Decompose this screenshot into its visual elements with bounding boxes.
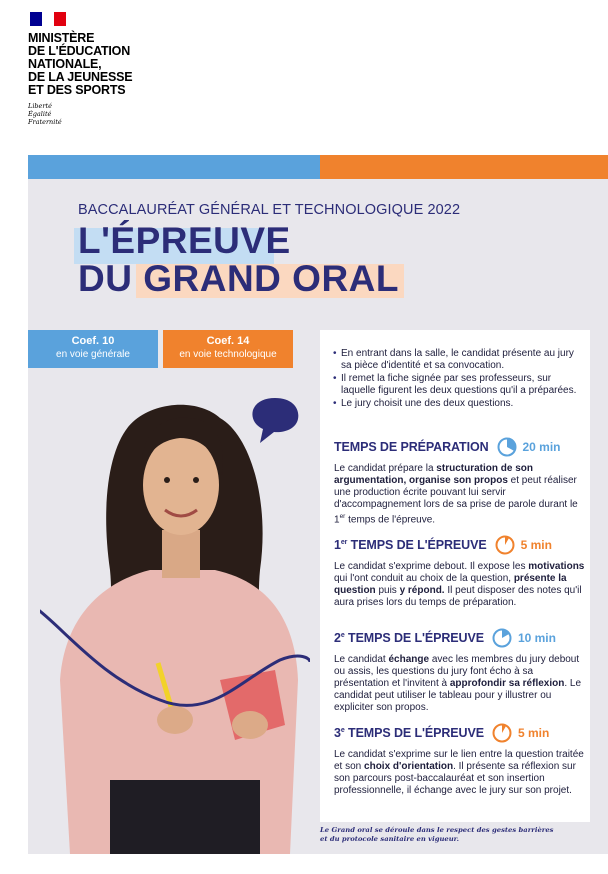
clock-icon — [492, 628, 512, 648]
body-text: temps de l'épreuve. — [345, 514, 436, 526]
title-prefix: DU — [78, 258, 144, 299]
section-title-rest: TEMPS DE L'ÉPREUVE — [347, 538, 487, 552]
section-duration: 10 min — [517, 631, 556, 645]
speech-bubble-icon — [248, 395, 302, 445]
body-text: . Il présente sa réflexion sur son parcours post-baccalauréat et son insertion professionnelle, il échange avec le jury sur son projet. — [334, 761, 576, 796]
header-band-blue — [28, 155, 320, 179]
section-body — [334, 654, 586, 714]
ministry-logo — [28, 12, 168, 126]
trousers-shape — [110, 780, 260, 854]
motto-line: Égalité — [28, 110, 52, 118]
section-body — [334, 561, 586, 609]
body-text: Il peut disposer des notes qu'il aura prises lors du temps de préparation. — [334, 585, 582, 608]
neck-shape — [162, 530, 200, 578]
title-emphasis: GRAND ORAL — [143, 258, 399, 299]
page-subtitle: BACCALAURÉAT GÉNÉRAL ET TECHNOLOGIQUE 2022 — [78, 202, 461, 218]
eye-right — [193, 477, 199, 483]
list-item: • Le jury choisit une des deux questions. — [333, 398, 583, 410]
clock-icon — [492, 723, 512, 743]
section-title — [334, 631, 484, 645]
coef-techno-value: Coef. 14 — [206, 335, 250, 347]
section-number: 3 — [334, 726, 341, 740]
body-text: Le candidat s'exprime sur le lien entre la question traitée et son — [334, 749, 584, 772]
coef-techno-label: en voie technologique — [179, 349, 277, 360]
page-title — [78, 222, 399, 298]
footnote — [320, 826, 554, 844]
motto-line: Fraternité — [28, 118, 62, 126]
title-line-2 — [78, 260, 399, 298]
coef-general-label: en voie générale — [56, 349, 130, 360]
ministry-line: DE L'ÉDUCATION — [28, 44, 131, 58]
list-item: • Il remet la fiche signée par ses professeurs, sur laquelle figurent les deux questions qu'il a préparées. — [333, 373, 583, 397]
section-duration: 5 min — [517, 726, 550, 740]
body-text: qui l'ont conduit au choix de la question, — [334, 573, 514, 584]
section-number: 2 — [334, 631, 341, 645]
section-duration: 20 min — [522, 440, 561, 454]
ministry-line: NATIONALE, — [28, 57, 102, 71]
body-text: avec les membres du jury debout ou assis, les questions du jury font écho à sa présentation et l'invitent à — [334, 654, 580, 689]
section-body — [334, 463, 586, 526]
section-body — [334, 749, 586, 797]
ministry-line: MINISTÈRE — [28, 31, 95, 45]
body-text: et peut réaliser une production écrite pouvant lui servir d'accompagnement lors de sa prise de parole durant le 1 — [334, 475, 578, 526]
section-title-rest: TEMPS DE L'ÉPREUVE — [344, 726, 484, 740]
ministry-line: DE LA JEUNESSE — [28, 70, 133, 84]
body-emphasis: motivations — [528, 561, 585, 572]
body-emphasis: y répond. — [399, 585, 445, 596]
body-emphasis: présente la question — [334, 573, 567, 596]
body-text: Le candidat s'exprime debout. Il expose les — [334, 561, 529, 572]
clock-icon — [497, 437, 517, 457]
body-text: Le candidat prépare la — [334, 463, 437, 474]
coef-general-value: Coef. 10 — [71, 335, 115, 347]
coef-techno-badge — [163, 330, 293, 368]
section-first-part — [334, 535, 586, 609]
clock-icon — [495, 535, 515, 555]
flag-stripe-white — [42, 12, 54, 26]
french-flag-icon — [30, 12, 66, 26]
section-third-part — [334, 723, 586, 797]
ministry-line: ET DES SPORTS — [28, 83, 126, 97]
body-text: puis — [375, 585, 400, 596]
body-emphasis: échange — [388, 654, 430, 665]
footnote-line: Le Grand oral se déroule dans le respect des gestes barrières — [320, 826, 554, 834]
face-shape — [143, 435, 219, 535]
section-preparation — [334, 437, 586, 526]
body-emphasis: approfondir sa réflexion — [449, 678, 565, 689]
section-title: TEMPS DE PRÉPARATION — [334, 440, 489, 454]
body-text: Le candidat — [334, 654, 389, 665]
body-emphasis: structuration de son argumentation, organise son propos — [334, 463, 533, 486]
list-item: • En entrant dans la salle, le candidat présente au jury sa pièce d'identité et sa convocation. — [333, 348, 583, 372]
footnote-line: et du protocole sanitaire en vigueur. — [320, 835, 459, 843]
motto-line: Liberté — [28, 102, 52, 110]
eye-left — [164, 477, 170, 483]
section-number: 1 — [334, 538, 341, 552]
intro-bullet-list — [333, 348, 583, 411]
title-line-1: L'ÉPREUVE — [78, 220, 291, 261]
section-duration: 5 min — [520, 538, 552, 552]
hand-right — [232, 711, 268, 739]
republic-motto — [28, 102, 168, 126]
header-band-orange — [320, 155, 608, 179]
section-title-rest: TEMPS DE L'ÉPREUVE — [344, 631, 484, 645]
body-emphasis: choix d'orientation — [364, 761, 454, 772]
section-number-suffix: er — [340, 538, 348, 546]
ministry-name — [28, 32, 168, 97]
section-title — [334, 538, 487, 552]
body-text: . Le candidat peut utiliser le tableau pour y illustrer ou expliciter son propos. — [334, 678, 582, 713]
student-portrait-image — [40, 380, 310, 854]
section-number-suffix: e — [340, 726, 345, 734]
coef-general-badge — [28, 330, 158, 368]
section-number-suffix: e — [340, 631, 345, 639]
section-title — [334, 726, 484, 740]
body-superscript: er — [339, 513, 346, 520]
flag-stripe-blue — [30, 12, 42, 26]
section-second-part — [334, 628, 586, 714]
hand-left — [157, 706, 193, 734]
flag-stripe-red — [54, 12, 66, 26]
